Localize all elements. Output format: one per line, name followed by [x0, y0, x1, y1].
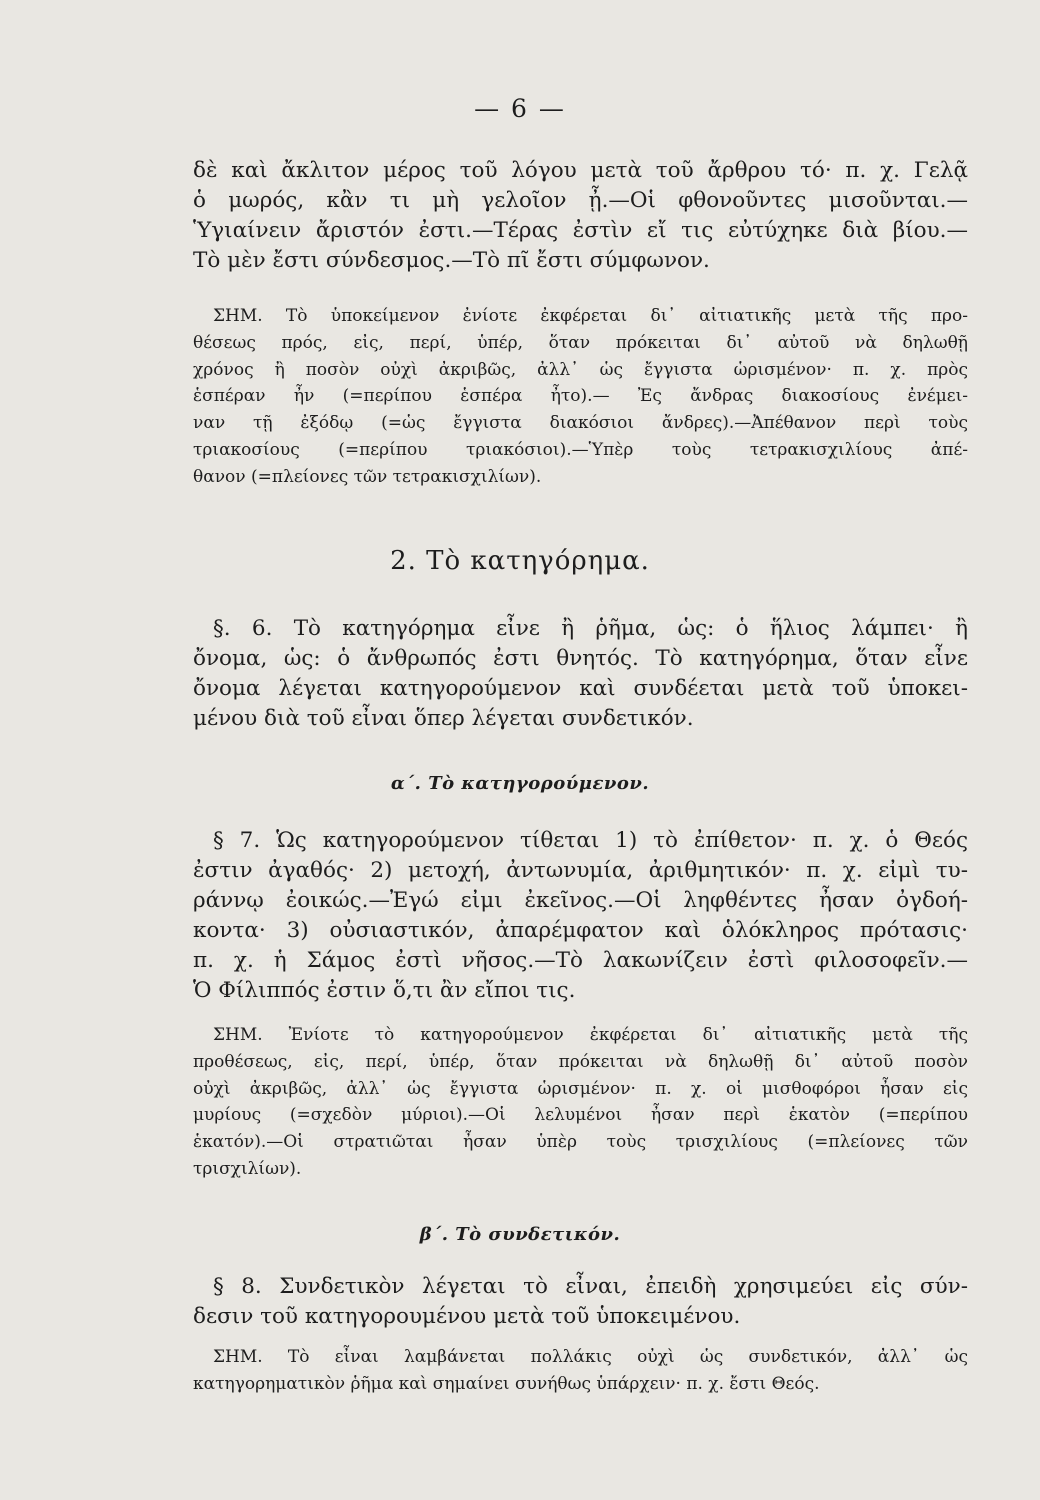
note-line: ΣΗΜ. Τὸ εἶναι λαμβάνεται πολλάκις οὐχὶ ὡς συνδετικόν, ἀλλ᾿ ὡς [213, 1347, 968, 1367]
paragraph-7 [193, 826, 968, 1006]
note-line: χρόνος ἢ ποσὸν οὐχὶ ἀκριβῶς, ἀλλ᾿ ὡς ἔγγιστα ὡρισμένον· π. χ. πρὸς [193, 359, 968, 380]
text-line: δεσιν τοῦ κατηγορουμένου μετὰ τοῦ ὑποκειμένου. [193, 1304, 741, 1329]
note-line: κατηγορηματικὸν ῥῆμα καὶ σημαίνει συνήθως ὑπάρχειν· π. χ. ἔστι Θεός. [193, 1373, 820, 1394]
note-line: ΣΗΜ. Ἐνίοτε τὸ κατηγορούμενον ἐκφέρεται δι᾿ αἰτιατικῆς μετὰ τῆς [213, 1025, 968, 1045]
paragraph-6 [193, 614, 968, 734]
note-line: θανον (=πλείονες τῶν τετρακισχιλίων). [193, 466, 542, 487]
text-line: Τὸ μὲν ἔστι σύνδεσμος.—Τὸ πῖ ἔστι σύμφωνον. [193, 248, 710, 273]
intro-paragraph [193, 156, 968, 276]
text-line: Ὑγιαίνειν ἄριστόν ἐστι.—Τέρας ἐστὶν εἴ τις εὐτύχηκε διὰ βίου.— [193, 218, 968, 243]
text-line: ὄνομα λέγεται κατηγορούμενον καὶ συνδέεται μετὰ τοῦ ὑποκει- [193, 676, 968, 701]
note-line: οὐχὶ ἀκριβῶς, ἀλλ᾿ ὡς ἔγγιστα ὡρισμένον· π. χ. οἱ μισθοφόροι ἦσαν εἰς [193, 1078, 968, 1099]
text-line: §. 6. Τὸ κατηγόρημα εἶνε ἢ ῥῆμα, ὡς: ὁ ἥλιος λάμπει· ἢ [213, 616, 968, 641]
note-line: θέσεως πρός, εἰς, περί, ὑπέρ, ὅταν πρόκειται δι᾿ αὐτοῦ νὰ δηλωθῇ [193, 332, 968, 353]
text-line: § 8. Συνδετικὸν λέγεται τὸ εἶναι, ἐπειδὴ χρησιμεύει εἰς σύν- [213, 1274, 968, 1299]
note-line: τριακοσίους (=περίπου τριακόσιοι).—Ὑπὲρ τοὺς τετρακισχιλίους ἀπέ- [193, 439, 968, 460]
note-line: ἑσπέραν ἦν (=περίπου ἑσπέρα ἦτο).— Ἐς ἄνδρας διακοσίους ἐνέμει- [193, 386, 968, 407]
note-einai [193, 1344, 968, 1398]
text-line: δὲ καὶ ἄκλιτον μέρος τοῦ λόγου μετὰ τοῦ ἄρθρου τό· π. χ. Γελᾷ [193, 158, 968, 183]
text-line: ὄνομα, ὡς: ὁ ἄνθρωπός ἐστι θνητός. Τὸ κατηγόρημα, ὅταν εἶνε [193, 646, 968, 671]
text-line: μένου διὰ τοῦ εἶναι ὅπερ λέγεται συνδετικόν. [193, 706, 694, 731]
note-line: ΣΗΜ. Τὸ ὑποκείμενον ἐνίοτε ἐκφέρεται δι᾿ αἰτιατικῆς μετὰ τῆς προ- [213, 306, 968, 326]
note-predicate-accusative [193, 1022, 968, 1183]
text-line: Ὁ Φίλιππός ἐστιν ὅ,τι ἂν εἴποι τις. [193, 978, 576, 1003]
note-line: προθέσεως, εἰς, περί, ὑπέρ, ὅταν πρόκειται νὰ δηλωθῇ δι᾿ αὐτοῦ ποσὸν [193, 1051, 968, 1072]
note-line: μυρίους (=σχεδὸν μύριοι).—Οἱ λελυμένοι ἦσαν περὶ ἑκατὸν (=περίπου [193, 1105, 968, 1126]
text-line: ράννῳ ἐοικώς.—Ἐγώ εἰμι ἐκεῖνος.—Οἱ ληφθέντες ἦσαν ὀγδοή- [193, 888, 968, 913]
subheading-predicate-nominal: α΄. Τὸ κατηγορούμενον. [390, 773, 650, 794]
note-line: ἑκατόν).—Οἱ στρατιῶται ἦσαν ὑπὲρ τοὺς τρισχιλίους (=πλείονες τῶν [193, 1132, 968, 1153]
note-line: τρισχιλίων). [193, 1158, 302, 1179]
note-subject-accusative [193, 303, 968, 491]
section-heading-predicate: 2. Τὸ κατηγόρημα. [390, 546, 650, 576]
text-line: ὁ μωρός, κἂν τι μὴ γελοῖον ᾖ.—Οἱ φθονοῦντες μισοῦνται.— [193, 188, 968, 213]
text-line: ἐστιν ἀγαθός· 2) μετοχή, ἀντωνυμία, ἀριθμητικόν· π. χ. εἰμὶ τυ- [193, 858, 968, 883]
note-line: ναν τῇ ἐξόδῳ (=ὡς ἔγγιστα διακόσιοι ἄνδρες).—Ἀπέθανον περὶ τοὺς [193, 413, 968, 434]
page-number: — 6 — [474, 94, 566, 123]
text-line: κοντα· 3) οὐσιαστικόν, ἀπαρέμφατον καὶ ὁλόκληρος πρότασις· [193, 918, 968, 943]
paragraph-8 [193, 1272, 968, 1332]
text-line: π. χ. ἡ Σάμος ἐστὶ νῆσος.—Τὸ λακωνίζειν ἐστὶ φιλοσοφεῖν.— [193, 948, 968, 973]
subheading-copula: β΄. Τὸ συνδετικόν. [419, 1224, 621, 1245]
text-line: § 7. Ὡς κατηγορούμενον τίθεται 1) τὸ ἐπίθετον· π. χ. ὁ Θεός [213, 828, 968, 853]
